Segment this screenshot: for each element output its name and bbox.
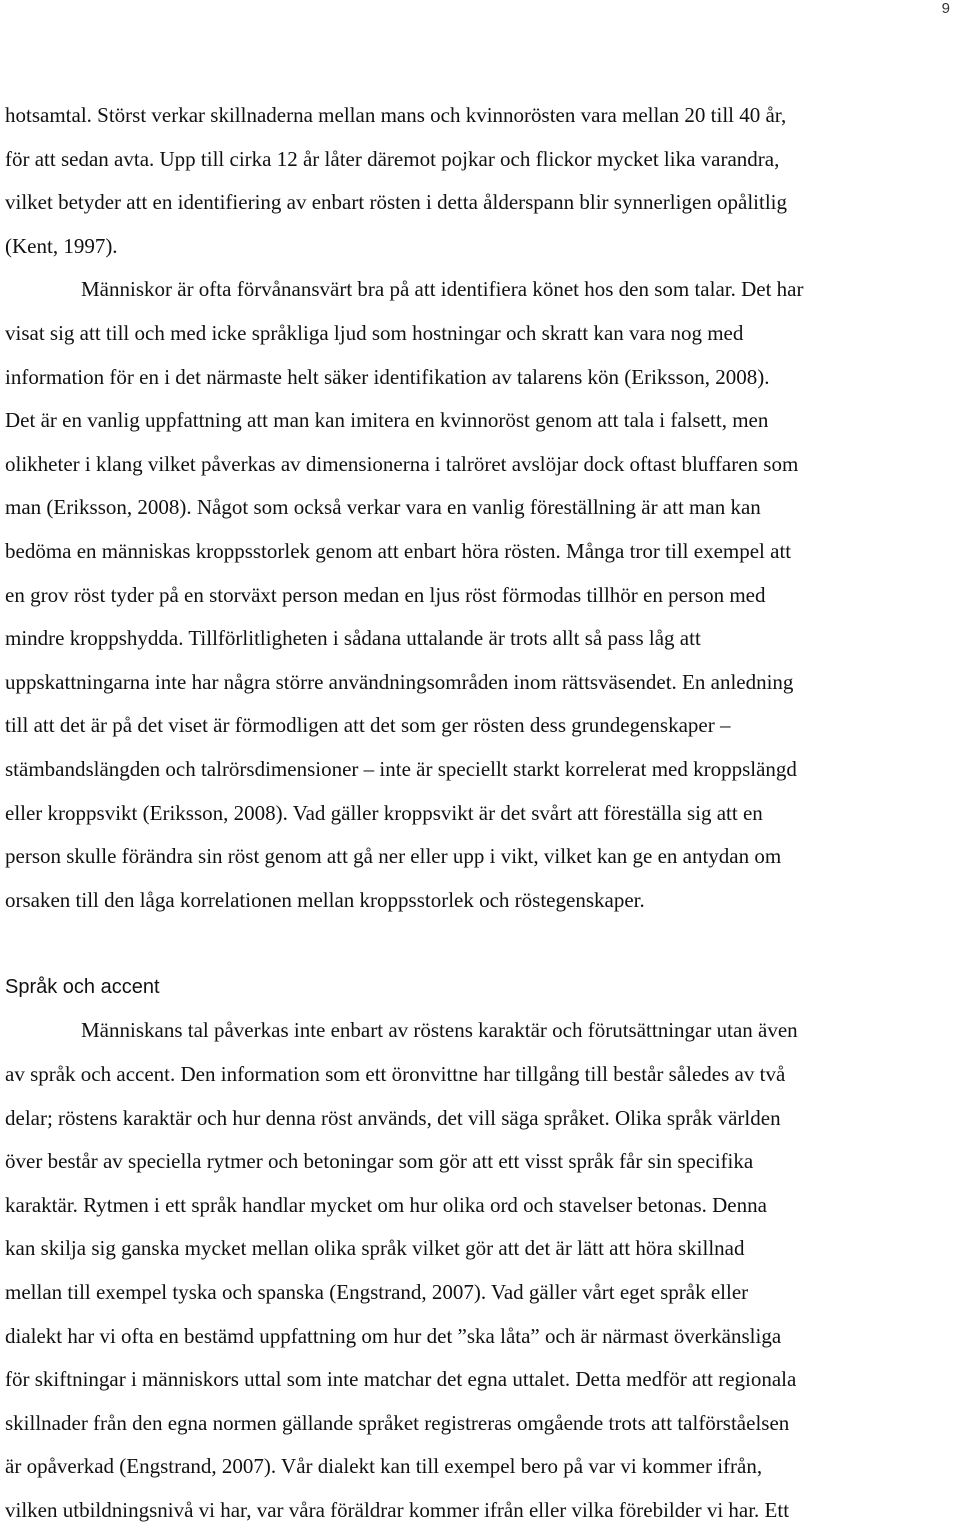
paragraph-3 (5, 1009, 960, 1532)
text-line: man (Eriksson, 2008). Något som också verkar vara en vanlig föreställning är att man kan (5, 495, 761, 520)
paragraph-1 (5, 94, 960, 268)
text-line: stämbandslängden och talrörsdimensioner – inte är speciellt starkt korrelerat med kroppslängd (5, 756, 797, 781)
text-line: hotsamtal. Störst verkar skillnaderna mellan mans och kvinnorösten vara mellan 20 till 40 år, (5, 103, 787, 127)
page-number: 9 (941, 0, 950, 17)
paragraph-spacer (5, 922, 960, 966)
text-line: visat sig att till och med icke språkliga ljud som hostningar och skratt kan vara nog med (5, 320, 744, 345)
text-line: uppskattningarna inte har några större användningsområden inom rättsväsendet. En anledning (5, 669, 794, 694)
text-line: delar; röstens karaktär och hur denna röst används, det vill säga språket. Olika språk världen (5, 1105, 781, 1130)
text-line: en grov röst tyder på en storväxt person medan en ljus röst förmodas tillhör en person med (5, 582, 766, 607)
text-line: över består av speciella rytmer och betoningar som gör att ett visst språk får sin specifika (5, 1149, 754, 1174)
text-line: olikheter i klang vilket påverkas av dimensionerna i talröret avslöjar dock oftast bluffaren som (5, 451, 799, 476)
text-line: för skiftningar i människors uttal som inte matchar det egna uttalet. Detta medför att regionala (5, 1367, 797, 1392)
text-line: dialekt har vi ofta en bestämd uppfattning om hur det ”ska låta” och är närmast överkänsliga (5, 1323, 782, 1348)
text-line: Människans tal påverkas inte enbart av röstens karaktär och förutsättningar utan även (81, 1018, 798, 1043)
text-line: är opåverkad (Engstrand, 2007). Vår dialekt kan till exempel bero på var vi kommer ifrån, (5, 1454, 763, 1479)
text-line: för att sedan avta. Upp till cirka 12 år låter däremot pojkar och flickor mycket lika varandra, (5, 146, 780, 171)
text-line: mindre kroppshydda. Tillförlitligheten i sådana uttalande är trots allt så pass låg att (5, 626, 701, 651)
text-line: mellan till exempel tyska och spanska (Engstrand, 2007). Vad gäller vårt eget språk eller (5, 1280, 749, 1305)
paragraph-2 (5, 268, 960, 922)
text-line: vilket betyder att en identifiering av enbart rösten i detta ålderspann blir synnerligen opålitlig (5, 190, 788, 215)
text-line: karaktär. Rytmen i ett språk handlar mycket om hur olika ord och stavelser betonas. Denna (5, 1192, 767, 1217)
text-line: Det är en vanlig uppfattning att man kan imitera en kvinnoröst genom att tala i falsett, men (5, 408, 769, 433)
text-line: till att det är på det viset är förmodligen att det som ger rösten dess grundegenskaper – (5, 713, 731, 738)
section-heading: Språk och accent (5, 975, 160, 998)
text-line: eller kroppsvikt (Eriksson, 2008). Vad gäller kroppsvikt är det svårt att föreställa sig att en (5, 800, 763, 825)
text-line: vilken utbildningsnivå vi har, var våra föräldrar kommer ifrån eller vilka förebilder vi har. Ett (5, 1498, 790, 1522)
text-line: av språk och accent. Den information som ett öronvittne har tillgång till består således av två (5, 1062, 786, 1087)
text-line: bedöma en människas kroppsstorlek genom att enbart höra rösten. Många tror till exempel att (5, 538, 792, 563)
document-body (5, 94, 960, 1533)
text-line: orsaken till den låga korrelationen mellan kroppsstorlek och röstegenskaper. (5, 887, 645, 912)
text-line: kan skilja sig ganska mycket mellan olika språk vilket gör att det är lätt att höra skillnad (5, 1236, 745, 1261)
text-line: skillnader från den egna normen gällande språket registreras omgående trots att talförståelsen (5, 1410, 790, 1435)
text-line: (Kent, 1997). (5, 233, 118, 258)
text-line: person skulle förändra sin röst genom att gå ner eller upp i vikt, vilket kan ge en antydan om (5, 844, 782, 869)
text-line: Människor är ofta förvånansvärt bra på att identifiera könet hos den som talar. Det har (81, 277, 804, 302)
text-line: information för en i det närmaste helt säker identifikation av talarens kön (Eriksson, 2008). (5, 364, 770, 389)
